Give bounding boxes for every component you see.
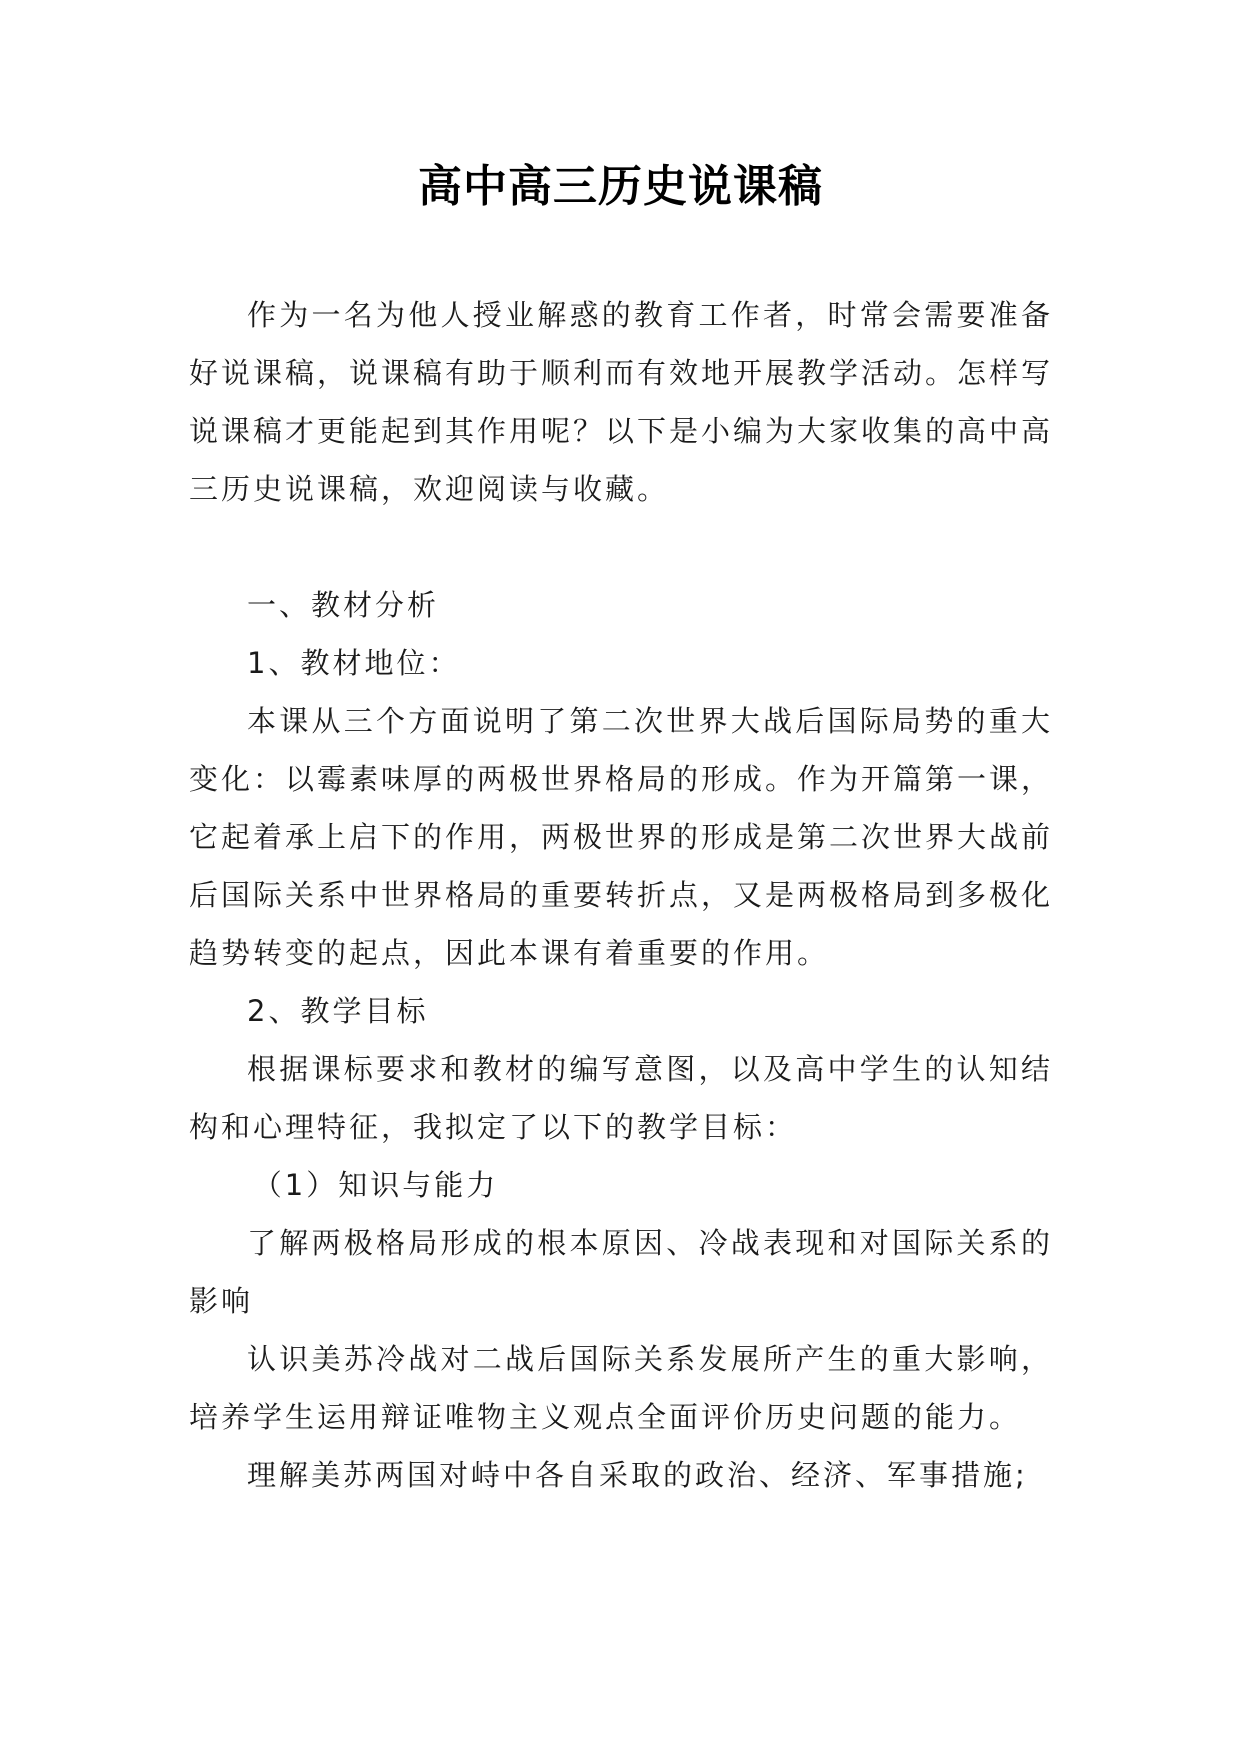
body-paragraph: 根据课标要求和教材的编写意图，以及高中学生的认知结构和心理特征，我拟定了以下的教学目标： <box>189 1052 1053 1144</box>
subsection-heading: （1）知识与能力 <box>252 1168 499 1202</box>
body-paragraph: 理解美苏两国对峙中各自采取的政治、经济、军事措施; <box>247 1458 1028 1492</box>
document-body <box>189 286 1053 1504</box>
item-heading: 1、教材地位： <box>247 646 461 680</box>
item-heading: 2、教学目标 <box>247 994 429 1028</box>
intro-paragraph: 作为一名为他人授业解惑的教育工作者，时常会需要准备好说课稿，说课稿有助于顺利而有效地开展教学活动。怎样写说课稿才更能起到其作用呢？以下是小编为大家收集的高中高三历史说课稿，欢迎阅读与收藏。 <box>189 298 1054 506</box>
body-paragraph: 了解两极格局形成的根本原因、冷战表现和对国际关系的影响 <box>189 1226 1053 1318</box>
body-paragraph: 本课从三个方面说明了第二次世界大战后国际局势的重大变化：以霉素味厚的两极世界格局的形成。作为开篇第一课，它起着承上启下的作用，两极世界的形成是第二次世界大战前后国际关系中世界格局的重要转折点，又是两极格局到多极化趋势转变的起点，因此本课有着重要的作用。 <box>189 704 1054 970</box>
body-paragraph: 认识美苏冷战对二战后国际关系发展所产生的重大影响，培养学生运用辩证唯物主义观点全面评价历史问题的能力。 <box>189 1342 1053 1434</box>
document-title: 高中高三历史说课稿 <box>418 161 823 212</box>
section-heading: 一、教材分析 <box>247 588 440 622</box>
